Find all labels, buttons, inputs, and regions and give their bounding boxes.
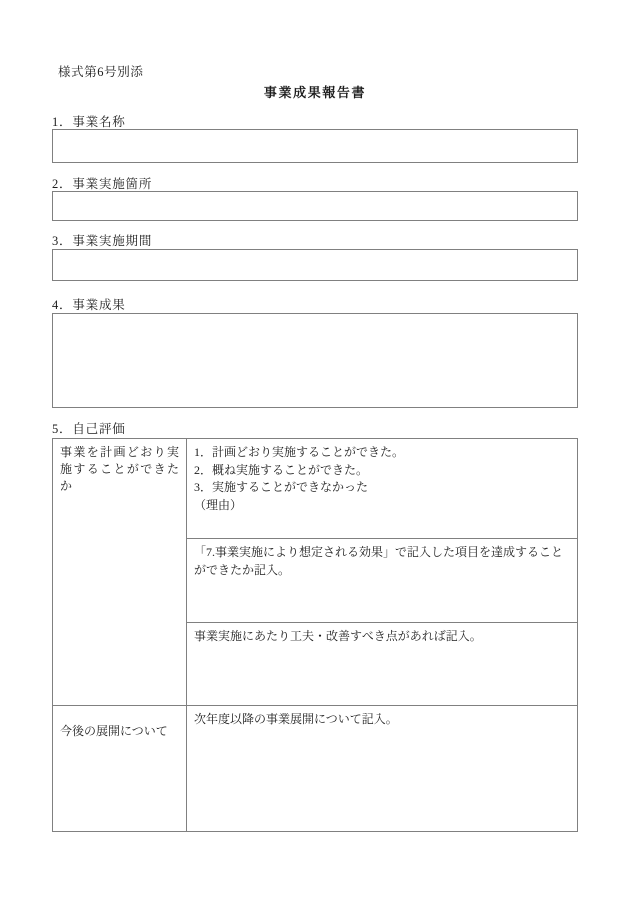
field-box-implementation-period[interactable] xyxy=(52,249,578,281)
evaluation-option-1: 1．計画どおり実施することができた。 xyxy=(194,445,405,459)
table-cell-evaluation-options[interactable] xyxy=(186,439,577,538)
table-cell-future-development[interactable] xyxy=(186,706,577,832)
table-cell-expected-effects[interactable] xyxy=(186,539,577,622)
expected-effects-instruction: 「7.事業実施により想定される効果」で記入した項目を達成することができたか記入。 xyxy=(194,545,564,577)
improvement-points-instruction: 事業実施にあたり工夫・改善すべき点があれば記入。 xyxy=(194,629,482,643)
evaluation-option-2: 2．概ね実施することができた。 xyxy=(194,462,369,477)
table-cell-improvement-points[interactable] xyxy=(186,623,577,705)
section-label-project-name: 1．事業名称 xyxy=(52,115,126,129)
field-box-project-results[interactable] xyxy=(52,313,578,408)
form-code: 様式第6号別添 xyxy=(58,65,144,79)
section-label-self-evaluation: 5．自己評価 xyxy=(52,422,126,436)
evaluation-reason-label: （理由） xyxy=(194,497,243,512)
evaluation-option-3: 3．実施することができなかった xyxy=(194,480,369,494)
field-box-implementation-location[interactable] xyxy=(52,191,578,221)
page-title: 事業成果報告書 xyxy=(263,85,367,100)
section-label-implementation-location: 2．事業実施箇所 xyxy=(52,177,153,191)
table-row-label-plan-execution xyxy=(53,439,186,705)
section-label-implementation-period: 3．事業実施期間 xyxy=(52,234,153,248)
table-row-label-future-development xyxy=(53,706,186,832)
field-box-project-name[interactable] xyxy=(52,129,578,163)
table-row-label-text: 今後の展開について xyxy=(60,724,168,738)
self-evaluation-table xyxy=(52,438,578,832)
section-label-project-results: 4．事業成果 xyxy=(52,298,126,312)
table-row-label-text: 事業を計画どおり実施することができたか xyxy=(60,445,179,493)
future-development-instruction: 次年度以降の事業展開について記入。 xyxy=(194,712,398,726)
